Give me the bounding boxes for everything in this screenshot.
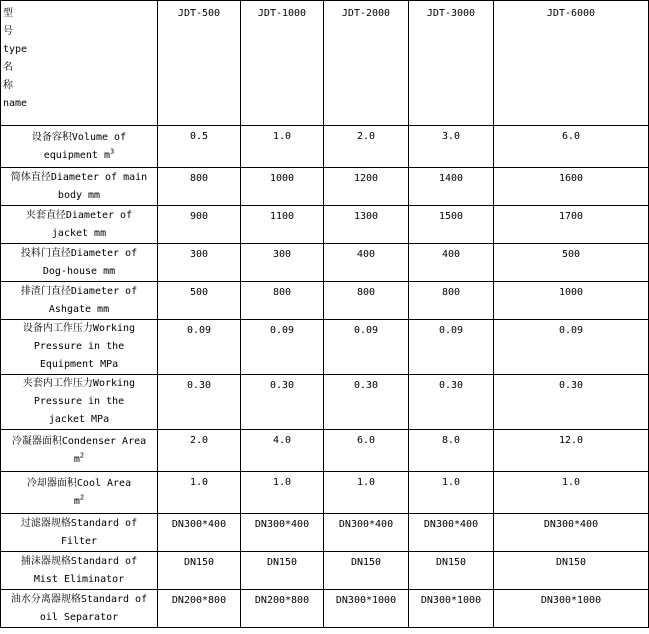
- value-cell: 800: [158, 168, 241, 206]
- value-cell: DN150: [409, 552, 494, 590]
- value-cell: 1.0: [241, 472, 324, 514]
- table-row: [1, 590, 649, 628]
- value-cell: 1400: [409, 168, 494, 206]
- row-label-text: Ashgate mm: [48, 303, 110, 315]
- value-cell: 300: [241, 244, 324, 282]
- corner-line: 号: [3, 26, 13, 37]
- table-row: [1, 282, 649, 320]
- row-label-line: [3, 571, 155, 589]
- value-cell: 400: [324, 244, 409, 282]
- row-label-text: jacket mm: [51, 227, 107, 239]
- row-label-line: [3, 147, 155, 165]
- row-label-line: [3, 320, 155, 338]
- unit-superscript: 2: [79, 451, 85, 460]
- row-label-line: [3, 375, 155, 393]
- corner-line: name: [3, 98, 28, 109]
- value-cell: 0.30: [494, 375, 649, 430]
- value-cell: 900: [158, 206, 241, 244]
- row-label-text: 投料门直径Diameter of: [20, 247, 138, 259]
- value-cell: 1200: [324, 168, 409, 206]
- row-label-text: oil Separator: [39, 611, 119, 623]
- row-label-text: m: [73, 495, 80, 507]
- model-header-cell: JDT-3000: [409, 1, 494, 126]
- row-label-line: [3, 533, 155, 551]
- row-label-cell: [1, 375, 158, 430]
- row-label-line: [3, 356, 155, 374]
- row-label-text: 夹套直径Diameter of: [25, 209, 133, 221]
- table-row: [1, 206, 649, 244]
- row-label-text: 设备容积Volume of: [31, 131, 127, 143]
- row-label-line: [3, 283, 155, 301]
- table-row: [1, 244, 649, 282]
- value-cell: 1.0: [494, 472, 649, 514]
- row-label-line: [3, 187, 155, 205]
- value-cell: 1.0: [324, 472, 409, 514]
- header-row: [1, 1, 649, 126]
- row-label-line: [3, 609, 155, 627]
- value-cell: 8.0: [409, 430, 494, 472]
- row-label-cell: [1, 320, 158, 375]
- table-row: [1, 320, 649, 375]
- table-row: [1, 514, 649, 552]
- row-label-cell: [1, 514, 158, 552]
- value-cell: 1.0: [241, 126, 324, 168]
- value-cell: 0.30: [324, 375, 409, 430]
- value-cell: DN300*400: [494, 514, 649, 552]
- row-label-text: Filter: [60, 535, 98, 547]
- value-cell: 1.0: [158, 472, 241, 514]
- value-cell: 500: [494, 244, 649, 282]
- row-label-line: [3, 591, 155, 609]
- row-label-line: [3, 515, 155, 533]
- row-label-text: Pressure in the: [33, 396, 125, 407]
- value-cell: DN300*1000: [324, 590, 409, 628]
- row-label-cell: [1, 590, 158, 628]
- value-cell: 0.09: [241, 320, 324, 375]
- row-label-line: [3, 393, 155, 411]
- corner-line: 型: [3, 8, 13, 19]
- value-cell: 800: [409, 282, 494, 320]
- row-label-cell: [1, 126, 158, 168]
- row-label-cell: [1, 472, 158, 514]
- row-label-line: [3, 245, 155, 263]
- unit-superscript: 2: [79, 493, 85, 502]
- row-label-text: 冷凝器面积Condenser Area: [11, 435, 147, 447]
- value-cell: DN300*400: [409, 514, 494, 552]
- value-cell: 1700: [494, 206, 649, 244]
- value-cell: 2.0: [158, 430, 241, 472]
- row-label-text: 简体直径Diameter of main: [10, 171, 148, 183]
- row-label-text: 设备内工作压力Working: [22, 323, 136, 334]
- value-cell: 800: [241, 282, 324, 320]
- value-cell: 6.0: [494, 126, 649, 168]
- value-cell: DN200*800: [241, 590, 324, 628]
- value-cell: DN300*400: [324, 514, 409, 552]
- row-label-cell: [1, 244, 158, 282]
- table-row: [1, 375, 649, 430]
- value-cell: 0.09: [158, 320, 241, 375]
- value-cell: 12.0: [494, 430, 649, 472]
- value-cell: DN150: [158, 552, 241, 590]
- row-label-line: [3, 433, 155, 451]
- corner-line: 名: [3, 62, 13, 73]
- table-row: [1, 126, 649, 168]
- row-label-line: [3, 207, 155, 225]
- row-label-text: 捕沫器规格Standard of: [20, 555, 138, 567]
- value-cell: 1300: [324, 206, 409, 244]
- value-cell: 1600: [494, 168, 649, 206]
- value-cell: DN200*800: [158, 590, 241, 628]
- value-cell: 6.0: [324, 430, 409, 472]
- row-label-line: [3, 451, 155, 469]
- corner-line: 称: [3, 80, 13, 91]
- value-cell: 300: [158, 244, 241, 282]
- row-label-text: m: [73, 453, 80, 465]
- table-row: [1, 430, 649, 472]
- row-label-text: 冷却器面积Cool Area: [26, 477, 132, 489]
- value-cell: 0.09: [324, 320, 409, 375]
- value-cell: 1000: [241, 168, 324, 206]
- row-label-text: jacket MPa: [48, 414, 110, 425]
- row-label-line: [3, 301, 155, 319]
- row-label-line: [3, 263, 155, 281]
- row-label-text: 夹套内工作压力Working: [22, 378, 136, 389]
- value-cell: 800: [324, 282, 409, 320]
- model-header-corner: [1, 1, 158, 126]
- value-cell: 0.5: [158, 126, 241, 168]
- row-label-line: [3, 169, 155, 187]
- row-label-cell: [1, 282, 158, 320]
- row-label-line: [3, 129, 155, 147]
- value-cell: DN150: [494, 552, 649, 590]
- row-label-text: Pressure in the: [33, 341, 125, 352]
- row-label-cell: [1, 168, 158, 206]
- row-label-text: Mist Eliminator: [33, 573, 125, 585]
- row-label-line: [3, 475, 155, 493]
- row-label-line: [3, 411, 155, 429]
- model-header-cell: JDT-6000: [494, 1, 649, 126]
- value-cell: 500: [158, 282, 241, 320]
- row-label-cell: [1, 552, 158, 590]
- row-label-line: [3, 338, 155, 356]
- value-cell: 2.0: [324, 126, 409, 168]
- value-cell: 1500: [409, 206, 494, 244]
- row-label-line: [3, 553, 155, 571]
- value-cell: 1000: [494, 282, 649, 320]
- row-label-cell: [1, 206, 158, 244]
- value-cell: DN150: [324, 552, 409, 590]
- row-label-text: 过滤器规格Standard of: [20, 517, 138, 529]
- value-cell: DN300*1000: [494, 590, 649, 628]
- value-cell: 400: [409, 244, 494, 282]
- row-label-text: 排渣门直径Diameter of: [20, 285, 138, 297]
- row-label-text: equipment m: [43, 149, 110, 161]
- value-cell: DN150: [241, 552, 324, 590]
- model-header-cell: JDT-1000: [241, 1, 324, 126]
- value-cell: 4.0: [241, 430, 324, 472]
- row-label-cell: [1, 430, 158, 472]
- row-label-line: [3, 225, 155, 243]
- row-label-text: body mm: [57, 189, 101, 201]
- corner-line: type: [3, 44, 28, 55]
- value-cell: 0.30: [158, 375, 241, 430]
- value-cell: 0.09: [494, 320, 649, 375]
- value-cell: 1.0: [409, 472, 494, 514]
- table-row: [1, 552, 649, 590]
- table-row: [1, 472, 649, 514]
- model-header-cell: JDT-500: [158, 1, 241, 126]
- value-cell: 0.30: [241, 375, 324, 430]
- value-cell: 3.0: [409, 126, 494, 168]
- row-label-text: 油水分离器规格Standard of: [10, 593, 148, 605]
- unit-superscript: 3: [110, 147, 115, 156]
- row-label-line: [3, 493, 155, 511]
- value-cell: 0.09: [409, 320, 494, 375]
- table-row: [1, 168, 649, 206]
- value-cell: DN300*400: [241, 514, 324, 552]
- row-label-text: Equipment MPa: [39, 359, 119, 370]
- value-cell: DN300*1000: [409, 590, 494, 628]
- row-label-text: Dog-house mm: [42, 265, 116, 277]
- model-header-cell: JDT-2000: [324, 1, 409, 126]
- value-cell: DN300*400: [158, 514, 241, 552]
- value-cell: 1100: [241, 206, 324, 244]
- value-cell: 0.30: [409, 375, 494, 430]
